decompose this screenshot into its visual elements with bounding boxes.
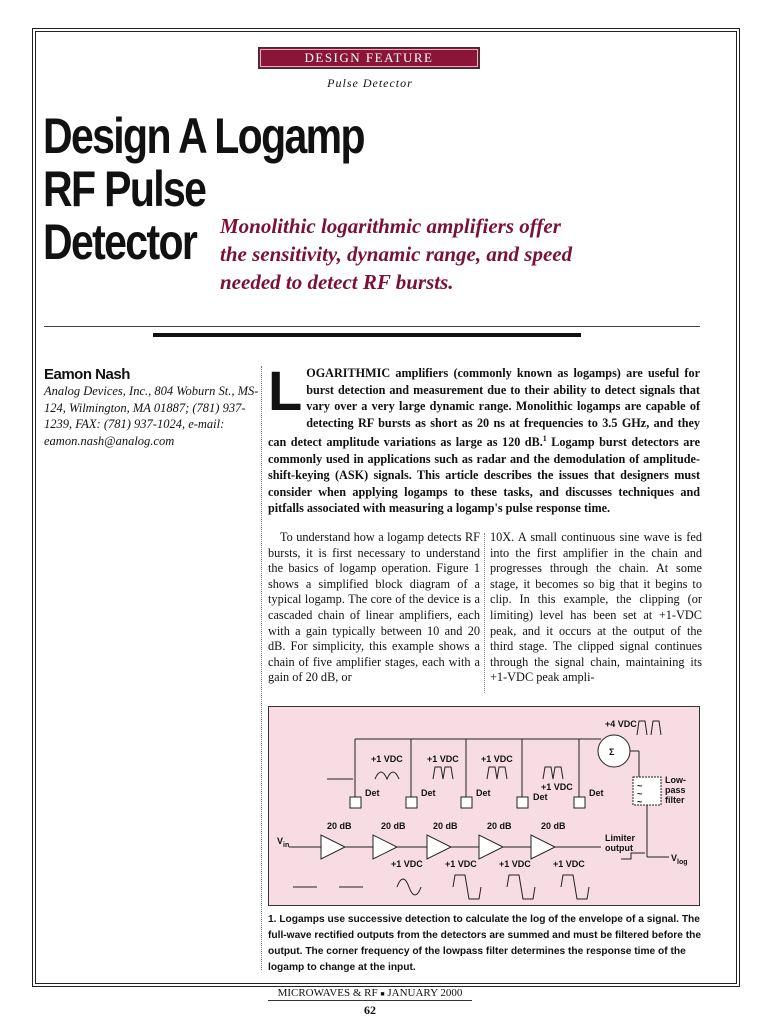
amp-out-label-3: +1 VDC — [499, 859, 531, 869]
page-footer — [268, 987, 472, 1001]
limiter-label-1: Limiter — [605, 833, 636, 843]
page-number: 62 — [364, 1003, 376, 1017]
author-name: Eamon Nash — [44, 366, 130, 383]
amplifier-3 — [427, 835, 451, 859]
section-banner — [258, 47, 480, 69]
column-divider — [484, 533, 486, 693]
limiter-label-2: output — [605, 843, 633, 853]
body-column-1: To understand how a logamp detects RF bursts, it is first necessary to understand the basics of logamp operation. Figure 1 shows a simplified block diagram of a typical logamp. The core of the device is a cascaded chain of linear amplifiers, each with a gain typically between 10 and 20 dB. For simplicity, this example shows a chain of five amplifier stages, each with a gain of 20 dB, or — [268, 530, 480, 685]
lead-text: amplifiers (commonly known as logamps) are useful for burst detection and measurement due to their ability to detect signals that vary over a very large dynamic range. Monolithic logamps are capable of detecting RF bursts as short as 20 ns at frequencies to 3.5 GHz, and they can detect amplitude variations as large as 120 dB. — [268, 366, 700, 450]
vin-sub: in — [283, 842, 290, 849]
det-label-3: Det — [476, 788, 491, 798]
vin-label — [277, 836, 289, 849]
det-supply-4: +1 VDC — [541, 782, 573, 792]
gain-label-5: 20 dB — [541, 821, 566, 831]
amp-out-label-1: +1 VDC — [391, 859, 423, 869]
sum-symbol: Σ — [609, 747, 615, 757]
lead-small-caps: OGARITHMIC — [306, 366, 391, 380]
author-affiliation: Analog Devices, Inc., 804 Woburn St., MS-124, Wilmington, MA 01887; (781) 937-1239, FAX: (781) 937-1024, e-mail: eamon.nash@analog.com — [44, 384, 259, 448]
output-pulse-waveform — [637, 721, 661, 735]
footnote-ref: 1 — [542, 434, 547, 443]
body-column-2: 10X. A small continuous sine wave is fed into the first amplifier in the chain and progresses through the chain. At some stage, it becomes so big that it begins to clip. In this example, the clipping (or limiting) level has been set at +1-VDC peak, and it occurs at the output of the third stage. The clipped signal continues through the signal chain, maintaining its +1-VDC peak ampli- — [490, 530, 702, 685]
det-label-5: Det — [589, 788, 604, 798]
amp-out-label-2: +1 VDC — [445, 859, 477, 869]
sidebar-divider — [261, 366, 263, 970]
footer-publication: MICROWAVES & RF — [277, 987, 378, 999]
filter-label-2: pass — [665, 785, 686, 795]
gain-label-3: 20 dB — [433, 821, 458, 831]
header-rule-thick — [153, 333, 581, 337]
block-diagram — [269, 707, 701, 907]
article-title: Design A Logamp RF Pulse Detector — [43, 108, 364, 270]
gain-label-2: 20 dB — [381, 821, 406, 831]
filter-symbol-3: ~ — [637, 797, 643, 807]
footer-separator: ■ — [380, 990, 385, 998]
vlog-label — [671, 853, 688, 866]
det-label-2: Det — [421, 788, 436, 798]
det-supply-1: +1 VDC — [371, 754, 403, 764]
block-diagram-figure — [268, 706, 700, 906]
vlog-main: V — [671, 853, 678, 863]
det-label-4: Det — [533, 792, 548, 802]
banner-inner-border — [260, 49, 478, 67]
filter-label-1: Low- — [665, 775, 686, 785]
vlog-waveform — [621, 853, 645, 859]
detector-waveforms — [327, 767, 563, 779]
header-rule-thin — [44, 326, 700, 327]
vlog-sub: log — [677, 859, 688, 866]
filter-symbol-2: ~ — [637, 789, 643, 799]
detector-2 — [406, 797, 417, 808]
drop-cap: L — [268, 359, 303, 422]
gain-label-4: 20 dB — [487, 821, 512, 831]
detector-3 — [461, 797, 472, 808]
detector-1 — [350, 797, 361, 808]
filter-label-3: filter — [665, 795, 685, 805]
filter-symbol-1: ~ — [637, 781, 643, 791]
gain-label-1: 20 dB — [327, 821, 352, 831]
amplifier-1 — [321, 835, 345, 859]
section-subhead: Pulse Detector — [327, 76, 413, 90]
lead-paragraph — [268, 359, 701, 517]
amplifier-5 — [531, 835, 555, 859]
article-deck: Monolithic logarithmic amplifiers offer the sensitivity, dynamic range, and speed needed to detect RF bursts. — [220, 214, 573, 294]
detector-5 — [574, 797, 585, 808]
figure-caption: 1. Logamps use successive detection to calculate the log of the envelope of a signal. The full-wave rectified outputs from the detectors are summed and must be filtered before the output. The corner frequency of the lowpass filter determines the response time of the logamp to change at the input. — [268, 914, 702, 973]
det-label-1: Det — [365, 788, 380, 798]
vin-main: V — [277, 836, 284, 846]
amplifier-2 — [373, 835, 397, 859]
footer-issue: JANUARY 2000 — [387, 987, 463, 999]
banner-label: DESIGN FEATURE — [304, 50, 434, 65]
amp-out-label-4: +1 VDC — [553, 859, 585, 869]
stage-waveforms — [293, 875, 589, 899]
detector-4 — [517, 797, 528, 808]
det-supply-2: +1 VDC — [427, 754, 459, 764]
supply-label: +4 VDC — [605, 719, 637, 729]
det-supply-3: +1 VDC — [481, 754, 513, 764]
lead-text-tail: Logamp burst detectors are commonly used in applications such as radar and the demodulation of amplitude-shift-keying (ASK) signals. This article describes the issues that designers must consider when applying logamps to these tasks, and discusses techniques and pitfalls associated with measuring a logamp's pulse response time. — [268, 435, 701, 516]
amplifier-4 — [479, 835, 503, 859]
